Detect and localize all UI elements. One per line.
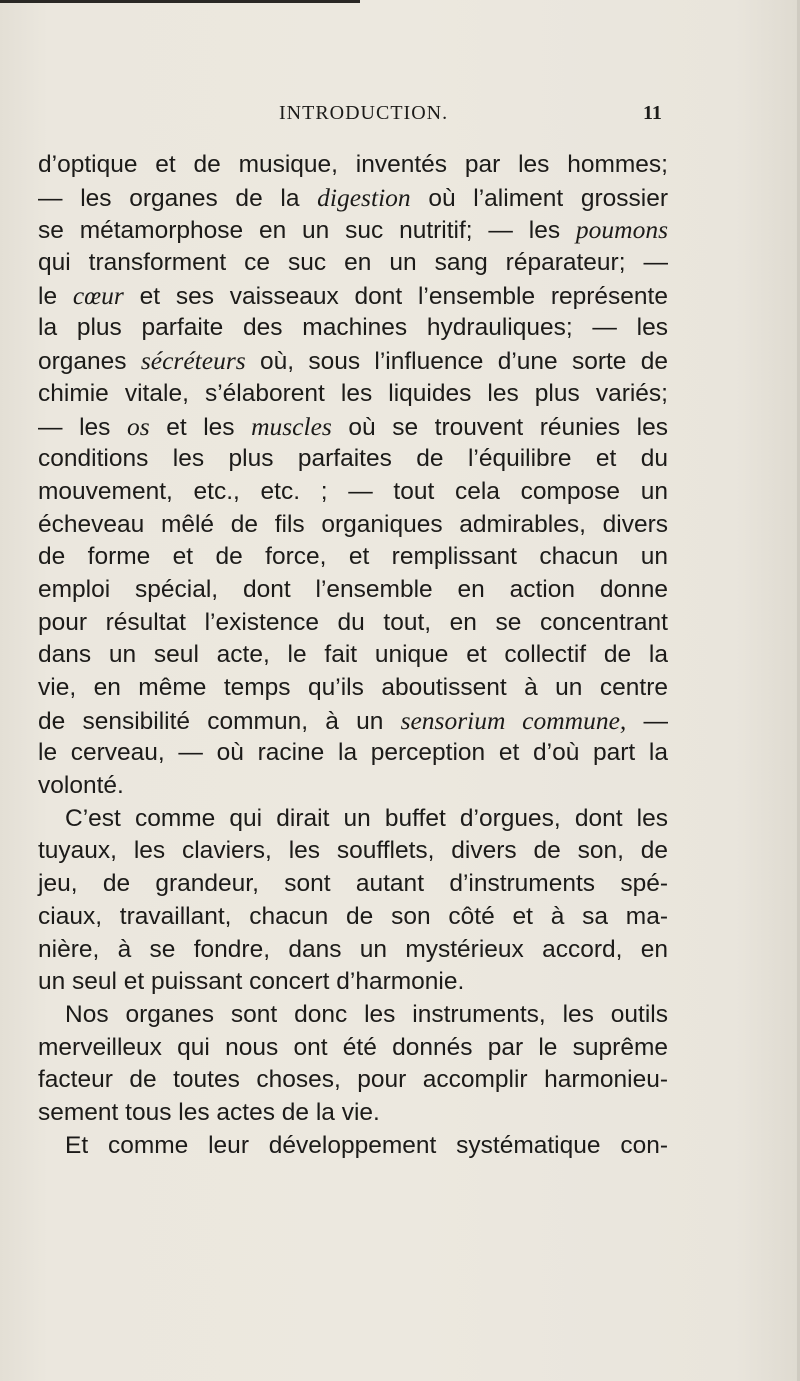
text-segment: qui transforment ce suc en un sang réparateur; — (38, 249, 668, 277)
text-segment: jeu, de grandeur, sont autant d’instruments spé- (38, 870, 668, 898)
text-segment: la plus parfaite des machines hydrauliques; — les (38, 314, 668, 342)
page-number: 11 (643, 102, 662, 124)
top-edge-rule (0, 0, 360, 3)
text-segment: se métamorphose en un suc nutritif; — les (38, 217, 576, 245)
text-segment: facteur de toutes choses, pour accomplir harmonieu- (38, 1066, 668, 1094)
text-segment: emploi spécial, dont l’ensemble en action donne (38, 575, 668, 603)
text-segment: où, sous l’influence d’une sorte de (245, 348, 668, 376)
text-line (38, 541, 668, 574)
text-line (38, 803, 668, 836)
text-line (38, 1130, 668, 1163)
text-line (38, 411, 668, 444)
text-line (38, 737, 668, 770)
text-line (38, 345, 668, 378)
text-segment: écheveau mêlé de fils organiques admirables, divers (38, 510, 668, 538)
text-segment: de sensibilité commun, à un (38, 707, 401, 735)
text-segment: Nos organes sont donc les instruments, les outils (65, 1000, 668, 1028)
text-line (38, 770, 668, 803)
text-segment: — les (38, 413, 127, 441)
text-segment: — (626, 707, 668, 735)
text-line (38, 672, 668, 705)
italic-term: sensorium commune, (400, 705, 627, 735)
text-line (38, 1064, 668, 1097)
text-line (38, 607, 668, 640)
text-segment: un seul et puissant concert d’harmonie. (38, 968, 465, 996)
text-line (38, 280, 668, 313)
text-segment: nière, à se fondre, dans un mystérieux accord, en (38, 935, 668, 963)
text-line (38, 1032, 668, 1065)
text-segment: vie, en même temps qu’ils aboutissent à un centre (38, 674, 668, 701)
text-segment: pour résultat l’existence du tout, en se concentrant (38, 608, 668, 636)
text-segment: de forme et de force, et remplissant chacun un (38, 543, 668, 571)
italic-term: cœur (72, 280, 124, 310)
text-line (38, 934, 668, 967)
text-segment: ciaux, travaillant, chacun de son côté et à sa ma- (38, 902, 668, 930)
text-line (38, 214, 668, 247)
text-line (38, 149, 668, 182)
text-segment: conditions les plus parfaites de l’équilibre et du (38, 445, 668, 473)
text-line (38, 312, 668, 345)
text-segment: où se trouvent réunies les (331, 413, 668, 441)
text-line (38, 639, 668, 672)
text-line (38, 378, 668, 411)
text-segment: — les organes de la (38, 184, 318, 212)
text-segment: le cerveau, — où racine la perception et d’où part la (38, 739, 668, 767)
text-segment: tuyaux, les claviers, les soufflets, divers de son, de (38, 837, 668, 865)
text-segment: C’est comme qui dirait un buffet d’orgues, dont les (65, 804, 668, 832)
text-segment: sement tous les actes de la vie. (38, 1098, 380, 1126)
text-line (38, 443, 668, 476)
text-line (38, 509, 668, 542)
text-line (38, 247, 668, 280)
italic-term: digestion (317, 182, 411, 212)
text-segment: volonté. (38, 772, 124, 800)
text-segment: où l’aliment grossier (410, 184, 668, 212)
text-segment: et ses vaisseaux dont l’ensemble représente (123, 282, 668, 310)
text-line (38, 476, 668, 509)
text-segment: organes (38, 348, 141, 376)
text-line (38, 999, 668, 1032)
italic-term: poumons (575, 215, 668, 245)
text-line (38, 1097, 668, 1130)
text-line (38, 182, 668, 215)
text-line (38, 835, 668, 868)
text-line (38, 574, 668, 607)
text-line (38, 868, 668, 901)
text-segment: Et comme leur développement systématique con- (65, 1131, 668, 1159)
text-segment: mouvement, etc., etc. ; — tout cela compose un (38, 477, 668, 505)
italic-term: sécréteurs (140, 346, 246, 376)
text-segment: d’optique et de musique, inventés par les hommes; (38, 151, 668, 178)
text-line (38, 901, 668, 934)
text-line (38, 705, 668, 738)
text-segment: chimie vitale, s’élaborent les liquides les plus variés; (38, 379, 668, 407)
page-header (0, 100, 800, 130)
text-segment: le (38, 282, 73, 310)
text-segment: merveilleux qui nous ont été donnés par le suprême (38, 1033, 668, 1061)
text-segment: dans un seul acte, le fait unique et collectif de la (38, 641, 668, 669)
body-text (38, 149, 668, 1162)
italic-term: muscles (251, 411, 332, 441)
running-title: INTRODUCTION. (279, 102, 449, 124)
text-segment: et les (149, 413, 252, 441)
italic-term: os (126, 411, 150, 441)
text-line (38, 966, 668, 999)
